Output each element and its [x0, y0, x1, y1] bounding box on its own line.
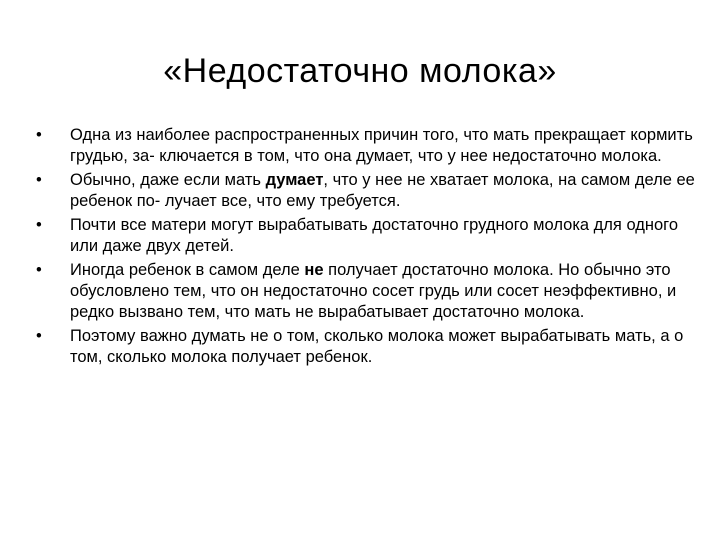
bullet-text-tail: получает достаточно молока. Но обычно это обусловлено тем, что он недостаточно сосет грудь или сосет неэффективно, и редко вызвано тем, что мать не вырабатывает достаточно молока.: [70, 261, 677, 321]
bullet-text: Одна из наиболее распространенных причин того, что мать прекращает кормить грудью, за- ключается в том, что она думает, что у нее недостаточно молока.: [70, 126, 693, 165]
bullet-emphasis: думает: [265, 171, 324, 189]
bullet-item: [36, 215, 696, 257]
bullet-text: Почти все матери могут вырабатывать достаточно грудного молока для одного или даже двух детей.: [70, 216, 679, 255]
bullet-icon: •: [36, 261, 42, 279]
bullet-text-tail: , что у нее не хватает молока, на самом деле ее ребенок по- лучает все, что ему требуется.: [70, 171, 695, 210]
bullet-text: Обычно, даже если мать: [70, 171, 266, 189]
bullet-emphasis: не: [304, 261, 324, 279]
bullet-text: Иногда ребенок в самом деле: [70, 261, 305, 279]
bullet-item: [36, 326, 696, 368]
bullet-list: [36, 125, 696, 371]
bullet-item: [36, 170, 696, 212]
bullet-text: Поэтому важно думать не о том, сколько молока может вырабатывать мать, а о том, сколько молока получает ребенок.: [70, 327, 684, 366]
bullet-icon: •: [36, 327, 42, 345]
slide-title: «Недостаточно молока»: [163, 52, 557, 90]
bullet-item: [36, 260, 696, 323]
bullet-icon: •: [36, 216, 42, 234]
bullet-icon: •: [36, 126, 42, 144]
bullet-item: [36, 125, 696, 167]
bullet-icon: •: [36, 171, 42, 189]
